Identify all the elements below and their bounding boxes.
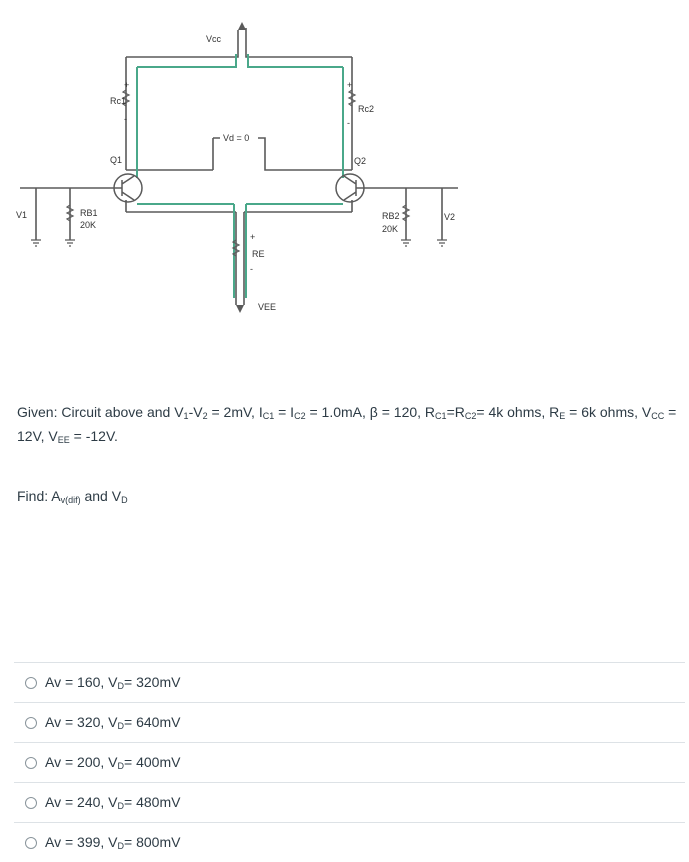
text-fragment: C1 xyxy=(262,411,275,421)
v1-label: V1 xyxy=(16,210,28,220)
radio-button-icon[interactable] xyxy=(25,837,37,849)
wire-top xyxy=(126,44,352,57)
text-fragment: =R xyxy=(446,404,465,420)
answer-av-text: Av = 200, V xyxy=(45,754,118,770)
answer-vd-subscript: D xyxy=(117,681,125,691)
text-fragment: 1 xyxy=(183,411,189,421)
vd-lead-right xyxy=(265,162,352,170)
text-fragment: E xyxy=(559,411,566,421)
answer-option-label xyxy=(45,714,180,731)
text-fragment: and V xyxy=(80,488,122,504)
v2-label: V2 xyxy=(444,212,456,222)
vd-lead-left xyxy=(126,162,213,170)
answer-vd-subscript: D xyxy=(117,801,125,811)
answer-av-text: Av = 320, V xyxy=(45,714,118,730)
text-fragment: -V xyxy=(188,404,203,420)
text-fragment: Find: A xyxy=(17,488,61,504)
re-minus: - xyxy=(250,264,253,274)
answer-option-label xyxy=(45,674,180,691)
answer-vd-subscript: D xyxy=(117,761,125,771)
ground-v1 xyxy=(31,240,41,246)
q2-label: Q2 xyxy=(354,156,367,166)
answer-option[interactable] xyxy=(14,702,685,742)
ground-v2 xyxy=(437,240,447,246)
vcc-wire xyxy=(238,28,246,44)
answer-vd-subscript: D xyxy=(117,841,125,851)
find-text xyxy=(17,488,128,505)
answer-vd-text: = 800mV xyxy=(124,834,181,850)
text-fragment: = 2mV, I xyxy=(207,404,263,420)
text-fragment: C2 xyxy=(294,411,306,421)
current-path-top xyxy=(137,54,343,67)
text-fragment: = I xyxy=(274,404,295,420)
wire-bottom xyxy=(126,200,352,212)
radio-button-icon[interactable] xyxy=(25,677,37,689)
answer-option[interactable] xyxy=(14,742,685,782)
rc1-label: Rc1 xyxy=(110,96,127,106)
re-plus: + xyxy=(250,232,256,242)
answer-vd-text: = 320mV xyxy=(124,674,181,690)
text-fragment: = -12V. xyxy=(69,428,118,444)
text-fragment: V xyxy=(174,404,184,420)
answer-option[interactable] xyxy=(14,662,685,702)
answer-option-label xyxy=(45,794,180,811)
rc2-label: Rc2 xyxy=(358,104,375,114)
vd-label: Vd = 0 xyxy=(223,133,250,143)
rb2-label: RB2 xyxy=(382,211,400,221)
text-fragment: C1 xyxy=(435,411,447,421)
radio-button-icon[interactable] xyxy=(25,717,37,729)
answer-av-text: Av = 399, V xyxy=(45,834,118,850)
vcc-label: Vcc xyxy=(206,34,222,44)
answer-av-text: Av = 160, V xyxy=(45,674,118,690)
text-fragment: = 4k ohms, R xyxy=(476,404,560,420)
text-fragment: C2 xyxy=(464,411,477,421)
text-fragment: = 6k ohms, V xyxy=(565,404,652,420)
rc1-plus: + xyxy=(124,80,130,90)
text-fragment: 2 xyxy=(202,411,208,421)
vcc-arrow xyxy=(238,22,246,30)
circuit-diagram xyxy=(0,0,689,330)
rc1-minus: - xyxy=(124,114,127,124)
answer-option[interactable] xyxy=(14,822,685,862)
rc2-minus: - xyxy=(347,118,350,128)
answer-vd-subscript: D xyxy=(117,721,125,731)
text-fragment: D xyxy=(121,495,128,505)
radio-button-icon[interactable] xyxy=(25,757,37,769)
emitter-wire xyxy=(236,212,244,305)
rb2-value: 20K xyxy=(382,224,399,234)
rb1-value: 20K xyxy=(80,220,97,230)
ground-rb2 xyxy=(401,240,411,246)
answer-option[interactable] xyxy=(14,782,685,822)
text-fragment: CC xyxy=(651,411,665,421)
radio-button-icon[interactable] xyxy=(25,797,37,809)
text-fragment: v(dif) xyxy=(60,495,81,505)
text-fragment: = 1.0mA, β = 120, R xyxy=(305,404,436,420)
re-label: RE xyxy=(252,249,265,259)
answer-option-label xyxy=(45,754,180,771)
answer-vd-text: = 480mV xyxy=(124,794,181,810)
answer-av-text: Av = 240, V xyxy=(45,794,118,810)
answer-options xyxy=(14,662,685,862)
given-text xyxy=(17,402,677,450)
text-fragment: EE xyxy=(57,435,70,445)
ground-rb1 xyxy=(65,240,75,246)
vee-arrow xyxy=(236,305,244,313)
q1-label: Q1 xyxy=(110,155,123,165)
vee-label: VEE xyxy=(258,302,277,312)
text-fragment: = 12V, V xyxy=(17,404,677,444)
rb1-label: RB1 xyxy=(80,208,98,218)
answer-vd-text: = 400mV xyxy=(124,754,181,770)
given-prefix: Given: Circuit above and xyxy=(17,404,175,420)
rc2-plus: + xyxy=(347,80,353,90)
answer-option-label xyxy=(45,834,180,851)
answer-vd-text: = 640mV xyxy=(124,714,181,730)
